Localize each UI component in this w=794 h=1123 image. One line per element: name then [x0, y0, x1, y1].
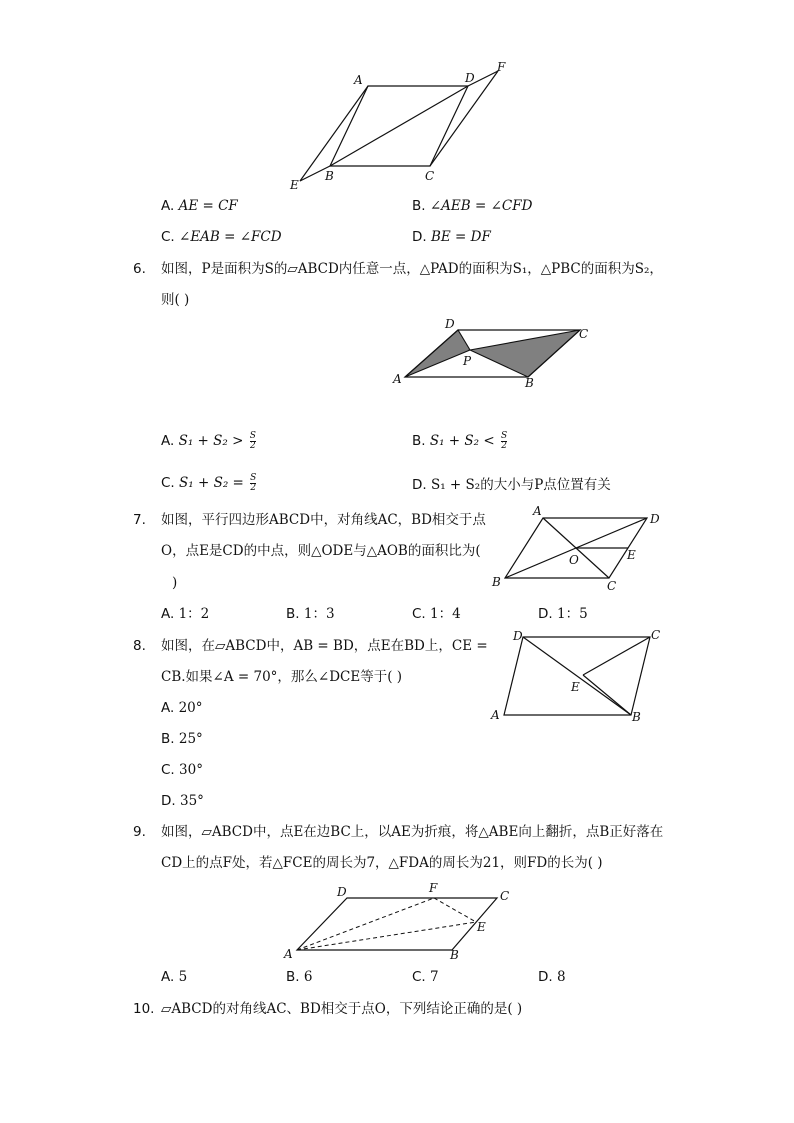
q9-option-a-text: 5 [178, 969, 188, 985]
q6-label-b: B [525, 376, 534, 390]
q5-option-b[interactable] [412, 200, 532, 214]
q9-label-c: C [500, 889, 510, 903]
q6-label-a: A [393, 372, 402, 386]
q6-stem-line2: 则( ) [161, 292, 190, 308]
q5-label-e: E [290, 178, 299, 192]
q5-option-c-letter: C. [161, 229, 175, 245]
q9-stem-line2: CD上的点F处，若△FCE的周长为7，△FDA的周长为21，则FD的长为( ) [161, 855, 603, 871]
q5-option-a-letter: A. [161, 198, 175, 214]
q9-option-b-letter: B. [286, 969, 300, 985]
q5-label-f: F [497, 60, 506, 74]
q8-stem-line1: 如图，在▱ABCD中，AB = BD，点E在BD上，CE = [161, 638, 488, 654]
q7-option-c-letter: C. [412, 606, 426, 622]
q9-number: 9. [133, 824, 146, 840]
q6-number: 6. [133, 261, 146, 277]
q6-option-b-den: 2 [501, 441, 507, 451]
q6-option-b[interactable] [412, 432, 507, 451]
q5-option-b-letter: B. [412, 198, 426, 214]
q7-option-c-text: 1：4 [430, 606, 461, 622]
q9-label-a: A [284, 947, 293, 961]
q6-option-b-letter: B. [412, 433, 426, 449]
q7-label-a: A [533, 504, 542, 518]
q5-label-c: C [425, 169, 435, 183]
q9-stem-line1: 如图，▱ABCD中，点E在边BC上，以AE为折痕，将△ABE向上翻折，点B正好落在 [161, 824, 664, 840]
q5-option-c[interactable] [161, 231, 282, 245]
q6-option-c-lhs: S₁ + S₂ = [179, 475, 244, 491]
q7-option-c[interactable] [412, 608, 461, 622]
q10-stem-line1: ▱ABCD的对角线AC、BD相交于点O，下列结论正确的是( ) [161, 1001, 523, 1017]
q5-option-c-text: ∠EAB = ∠FCD [179, 229, 282, 245]
q8-option-c-letter: C. [161, 762, 175, 778]
q6-figure [390, 315, 600, 395]
q9-label-f: F [429, 881, 438, 895]
q8-label-c: C [651, 628, 661, 642]
q8-number: 8. [133, 638, 146, 654]
q6-label-c: C [579, 327, 589, 341]
q6-option-a-num: S [249, 431, 256, 441]
q6-option-a[interactable] [161, 432, 256, 451]
q7-number: 7. [133, 512, 146, 528]
q6-shaded-pbc [470, 330, 580, 377]
q9-option-b-text: 6 [303, 969, 313, 985]
q5-label-d: D [465, 71, 475, 85]
q5-option-d[interactable] [412, 231, 491, 245]
q8-option-b-text: 25° [178, 731, 203, 747]
q8-option-a-text: 20° [178, 700, 203, 716]
q8-option-b-letter: B. [161, 731, 175, 747]
q8-label-d: D [513, 629, 523, 643]
q8-option-d-letter: D. [161, 793, 176, 809]
q9-label-d: D [337, 885, 347, 899]
q6-label-p: P [463, 354, 472, 368]
q6-option-b-num: S [500, 431, 508, 441]
q6-option-c-letter: C. [161, 475, 175, 491]
q5-option-b-text: ∠AEB = ∠CFD [429, 198, 533, 214]
q6-option-d-text: S₁ + S₂的大小与P点位置有关 [430, 477, 611, 493]
q9-option-d[interactable] [538, 971, 566, 985]
q5-option-d-text: BE = DF [430, 229, 491, 245]
q7-option-d[interactable] [538, 608, 588, 622]
q7-figure [485, 500, 675, 592]
q10-number: 10. [133, 1001, 155, 1017]
q6-shaded-pad [405, 330, 470, 377]
q5-label-a: A [354, 73, 363, 87]
q8-label-a: A [491, 708, 500, 722]
q7-option-b-letter: B. [286, 606, 300, 622]
q7-option-b-text: 1：3 [303, 606, 335, 622]
q7-stem-line3: ) [172, 575, 178, 591]
q6-option-a-den: 2 [249, 441, 256, 451]
q8-label-e: E [571, 680, 580, 694]
q7-stem-line1: 如图，平行四边形ABCD中，对角线AC，BD相交于点 [161, 512, 486, 528]
q7-option-a-text: 1：2 [178, 606, 210, 622]
q6-stem-line1: 如图，P是面积为S的▱ABCD内任意一点，△PAD的面积为S₁，△PBC的面积为S₂， [161, 261, 663, 277]
q9-option-c-text: 7 [430, 969, 439, 985]
q8-label-b: B [632, 710, 641, 724]
q7-option-b[interactable] [286, 608, 335, 622]
q8-option-d-text: 35° [179, 793, 204, 809]
q5-option-a[interactable] [161, 200, 238, 214]
q6-option-b-fraction [501, 432, 507, 451]
q8-option-a-letter: A. [161, 700, 175, 716]
q8-figure [485, 625, 670, 725]
q9-option-a-letter: A. [161, 969, 175, 985]
q7-option-a[interactable] [161, 608, 209, 622]
q9-label-e: E [477, 920, 486, 934]
q6-option-b-lhs: S₁ + S₂ < [429, 433, 495, 449]
q9-figure [280, 878, 520, 966]
q8-option-a[interactable] [161, 702, 203, 716]
q5-figure [285, 58, 525, 198]
q6-label-d: D [445, 317, 455, 331]
q7-label-o: O [569, 553, 579, 567]
q9-option-b[interactable] [286, 971, 312, 985]
q6-option-a-fraction [250, 432, 256, 451]
q7-label-e: E [627, 548, 636, 562]
q8-option-b[interactable] [161, 733, 203, 747]
q6-option-a-letter: A. [161, 433, 175, 449]
q8-option-c[interactable] [161, 764, 203, 778]
q9-option-a[interactable] [161, 971, 187, 985]
q6-option-c[interactable] [161, 474, 256, 493]
q8-option-d[interactable] [161, 795, 204, 809]
q8-option-c-text: 30° [179, 762, 203, 778]
q9-option-c[interactable] [412, 971, 439, 985]
q5-option-a-text: AE = CF [178, 198, 238, 214]
q6-option-a-lhs: S₁ + S₂ > [178, 433, 244, 449]
q7-stem-line2: O，点E是CD的中点，则△ODE与△AOB的面积比为( [161, 543, 481, 559]
q5-label-b: B [325, 169, 334, 183]
q9-option-c-letter: C. [412, 969, 426, 985]
q6-option-c-fraction [250, 474, 256, 493]
q9-option-d-text: 8 [556, 969, 566, 985]
q7-label-b: B [492, 575, 501, 589]
q7-label-d: D [650, 512, 660, 526]
q7-label-c: C [607, 579, 617, 593]
q6-option-d-letter: D. [412, 477, 427, 493]
q6-option-c-num: S [250, 473, 257, 483]
q7-option-a-letter: A. [161, 606, 175, 622]
q6-option-d[interactable] [412, 479, 611, 493]
q9-option-d-letter: D. [538, 969, 553, 985]
q5-option-d-letter: D. [412, 229, 427, 245]
q6-option-c-den: 2 [250, 483, 257, 493]
q9-label-b: B [450, 948, 459, 962]
q7-option-d-text: 1：5 [556, 606, 588, 622]
q8-stem-line2: CB.如果∠A = 70°，那么∠DCE等于( ) [161, 669, 403, 685]
q7-option-d-letter: D. [538, 606, 553, 622]
